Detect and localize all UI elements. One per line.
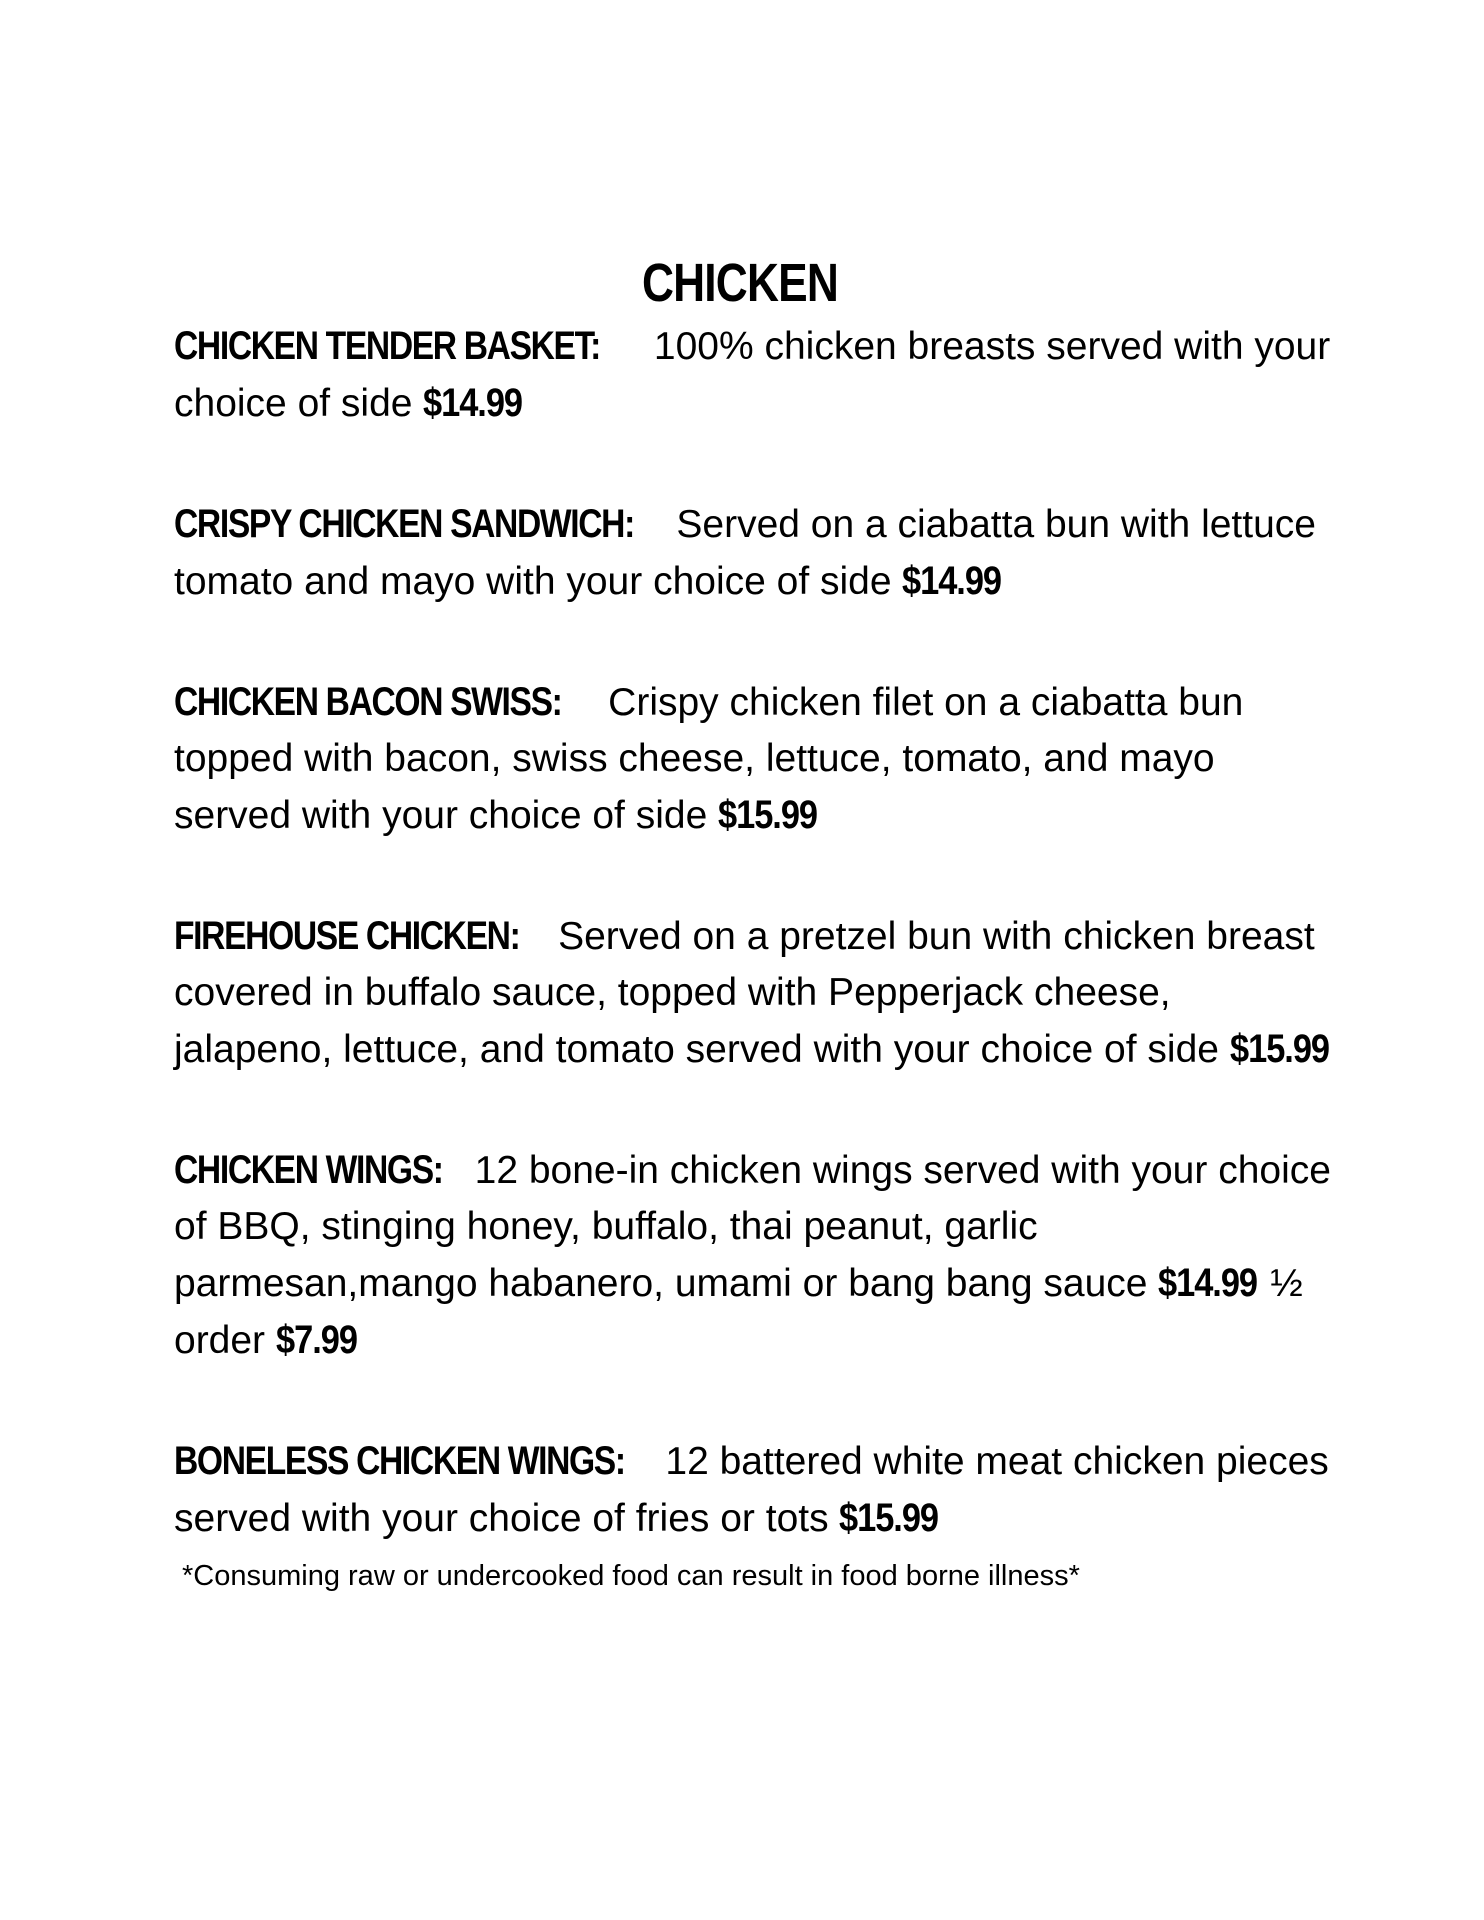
item-price: $15.99 <box>1229 1027 1329 1071</box>
menu-page <box>174 250 1334 1597</box>
item-price: $14.99 <box>902 559 1002 603</box>
item-name: FIREHOUSE CHICKEN: <box>174 914 520 958</box>
menu-item-crispy-chicken-sandwich <box>174 496 1334 610</box>
item-name: CHICKEN BACON SWISS: <box>174 680 562 724</box>
menu-item-boneless-chicken-wings <box>174 1433 1334 1547</box>
item-description: 12 battered white meat chicken pieces served with your choice of fries or tots <box>174 1440 1329 1540</box>
menu-item-chicken-wings <box>174 1142 1334 1369</box>
menu-item-firehouse-chicken <box>174 908 1334 1078</box>
half-order-label: ½ order <box>174 1262 1303 1362</box>
item-price: $15.99 <box>718 793 818 837</box>
menu-item-chicken-bacon-swiss <box>174 674 1334 844</box>
item-description: Served on a pretzel bun with chicken breast covered in buffalo sauce, topped with Pepperjack cheese, jalapeno, lettuce, and tomato served with your choice of side <box>174 915 1315 1071</box>
item-price: $15.99 <box>839 1496 939 1540</box>
item-description: 100% chicken breasts served with your choice of side <box>174 325 1331 425</box>
item-description: Crispy chicken filet on a ciabatta bun topped with bacon, swiss cheese, lettuce, tomato, and mayo served with your choice of side <box>174 681 1244 837</box>
item-price: $14.99 <box>1158 1261 1258 1305</box>
item-name: BONELESS CHICKEN WINGS: <box>174 1439 625 1483</box>
item-description: Served on a ciabatta bun with lettuce tomato and mayo with your choice of side <box>174 503 1316 603</box>
half-order-price: $7.99 <box>275 1318 357 1362</box>
menu-item-chicken-tender-basket <box>174 318 1334 432</box>
item-price: $14.99 <box>423 381 523 425</box>
item-name: CHICKEN WINGS: <box>174 1148 443 1192</box>
menu-title: CHICKEN <box>641 253 838 313</box>
item-name: CHICKEN TENDER BASKET: <box>174 324 600 368</box>
food-safety-disclaimer: *Consuming raw or undercooked food can result in food borne illness* <box>182 1560 1080 1592</box>
item-description: 12 bone-in chicken wings served with your choice of BBQ, stinging honey, buffalo, thai peanut, garlic parmesan,mango habanero, umami or bang bang sauce <box>174 1149 1331 1305</box>
item-name: CRISPY CHICKEN SANDWICH: <box>174 502 634 546</box>
